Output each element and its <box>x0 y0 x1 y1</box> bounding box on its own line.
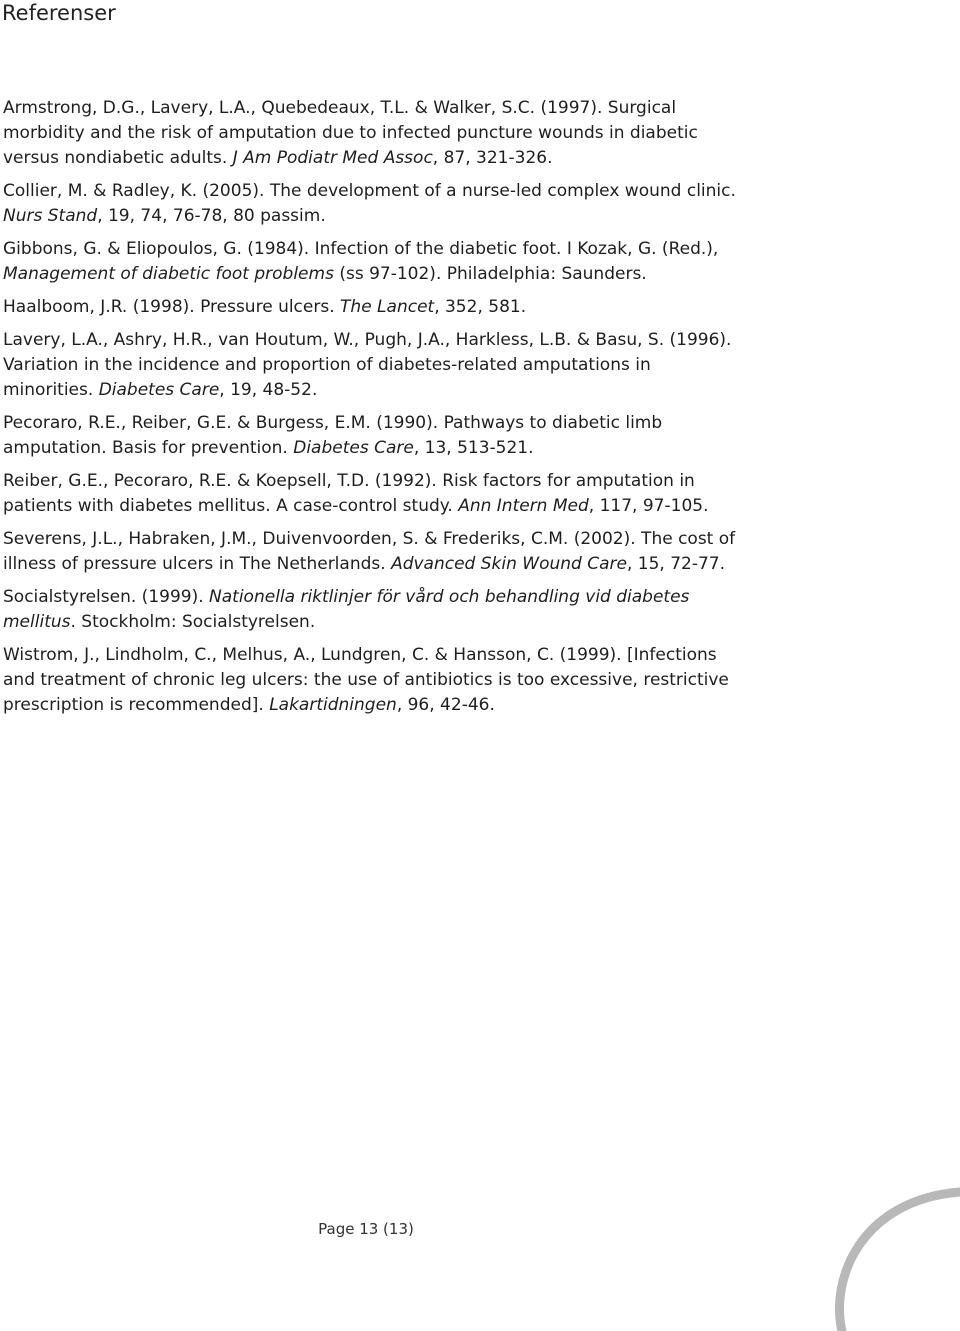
reference-item <box>3 585 738 635</box>
reference-journal: Management of diabetic foot problems <box>3 264 334 284</box>
reference-journal: Diabetes Care <box>98 380 220 400</box>
page-title: Referenser <box>2 1 116 25</box>
reference-item <box>3 643 738 718</box>
reference-text: Pecoraro, R.E., Reiber, G.E. & Burgess, E.M. (1990). Pathways to diabetic limb amputation. Basis for prevention. <box>3 413 663 458</box>
reference-text: Gibbons, G. & Eliopoulos, G. (1984). Infection of the diabetic foot. I Kozak, G. (Red.), <box>3 239 719 259</box>
reference-item <box>3 179 738 229</box>
reference-details: , 352, 581. <box>434 297 527 317</box>
reference-journal: J Am Podiatr Med Assoc <box>232 148 433 168</box>
reference-item <box>3 237 738 287</box>
reference-item <box>3 469 738 519</box>
reference-text: Wistrom, J., Lindholm, C., Melhus, A., Lundgren, C. & Hansson, C. (1999). [Infections and treatment of chronic leg ulcers: the use of antibiotics is too excessive, restrictive prescription is recommended]. <box>3 645 729 715</box>
reference-journal: The Lancet <box>340 297 435 317</box>
page-number: Page 13 (13) <box>318 1220 414 1238</box>
reference-item <box>3 96 738 171</box>
reference-details: , 15, 72-77. <box>626 554 726 574</box>
reference-details: . Stockholm: Socialstyrelsen. <box>70 612 316 632</box>
reference-details: (ss 97-102). Philadelphia: Saunders. <box>333 264 647 284</box>
reference-details: , 19, 74, 76-78, 80 passim. <box>97 206 326 226</box>
reference-details: , 96, 42-46. <box>396 695 495 715</box>
reference-details: , 19, 48-52. <box>219 380 318 400</box>
reference-journal: Diabetes Care <box>293 438 414 458</box>
reference-text: Armstrong, D.G., Lavery, L.A., Quebedeaux, T.L. & Walker, S.C. (1997). Surgical morbidity and the risk of amputation due to infected puncture wounds in diabetic versus nondiabetic adults. <box>3 98 698 168</box>
reference-journal: Advanced Skin Wound Care <box>391 554 627 574</box>
reference-journal: Lakartidningen <box>269 695 397 715</box>
reference-text: Collier, M. & Radley, K. (2005). The development of a nurse-led complex wound clinic. <box>3 181 736 201</box>
reference-item <box>3 411 738 461</box>
reference-text: Socialstyrelsen. (1999). <box>3 587 210 607</box>
reference-text: Lavery, L.A., Ashry, H.R., van Houtum, W., Pugh, J.A., Harkless, L.B. & Basu, S. (1996). Variation in the incidence and proportion of diabetes-related amputations in minorities. <box>3 330 732 400</box>
reference-journal: Ann Intern Med <box>458 496 589 516</box>
reference-item <box>3 527 738 577</box>
reference-text: Reiber, G.E., Pecoraro, R.E. & Koepsell, T.D. (1992). Risk factors for amputation in patients with diabetes mellitus. A case-control study. <box>3 471 695 516</box>
reference-journal: Nurs Stand <box>3 206 98 226</box>
reference-text: Haalboom, J.R. (1998). Pressure ulcers. <box>3 297 341 317</box>
reference-details: , 87, 321-326. <box>432 148 553 168</box>
reference-item <box>3 295 738 320</box>
decorative-arc-logo <box>820 1170 960 1331</box>
reference-details: , 117, 97-105. <box>588 496 709 516</box>
reference-text: Severens, J.L., Habraken, J.M., Duivenvoorden, S. & Frederiks, C.M. (2002). The cost of illness of pressure ulcers in The Netherlands. <box>3 529 736 574</box>
reference-item <box>3 328 738 403</box>
reference-details: , 13, 513-521. <box>413 438 534 458</box>
reference-list <box>3 96 738 726</box>
reference-journal: Nationella riktlinjer för vård och behandling vid diabetes mellitus <box>3 587 690 632</box>
